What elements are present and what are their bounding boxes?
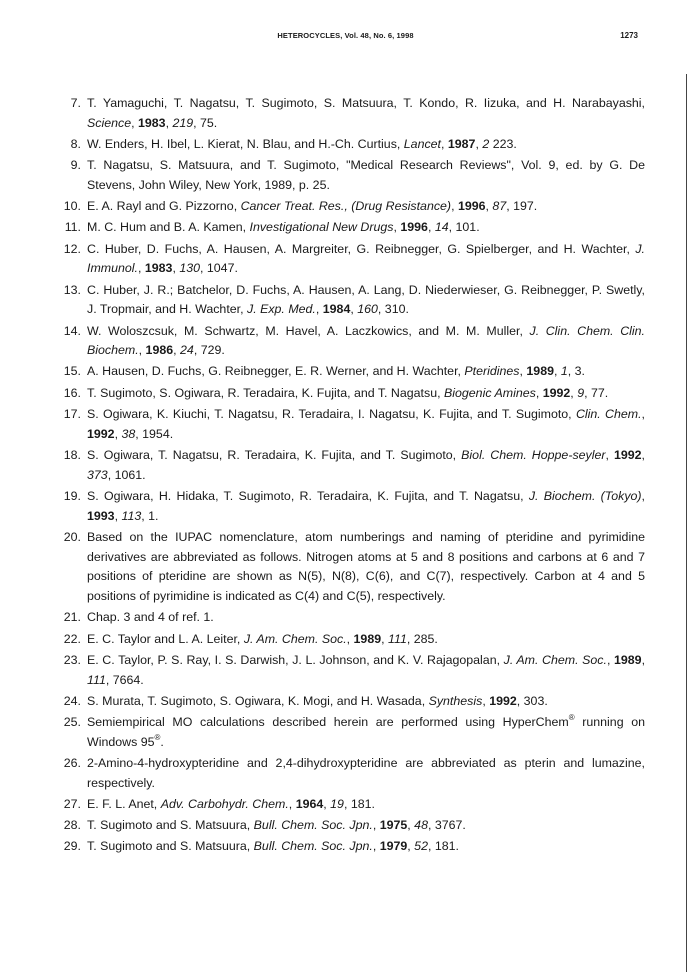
journal-name: J. Immunol. xyxy=(87,241,645,276)
year: 1983 xyxy=(144,261,173,276)
reference-text xyxy=(87,158,645,192)
text-segment: T. Yamaguchi, T. Nagatsu, T. Sugimoto, S. Matsuura, T. Kondo, R. Iizuka, and H. Narabayashi, xyxy=(87,96,645,110)
reference-number: 27. xyxy=(63,796,81,811)
text-segment: , xyxy=(570,385,578,400)
text-segment: T. Sugimoto, S. Ogiwara, R. Teradaira, K. Fujita, and T. Nagatsu, xyxy=(87,385,444,400)
year: 1996 xyxy=(400,220,428,235)
reference-number: 29. xyxy=(63,839,81,854)
reference-number: 22. xyxy=(63,631,81,646)
reference-text xyxy=(87,386,608,400)
text-segment: , xyxy=(173,343,181,358)
journal-name: Bull. Chem. Soc. Jpn. xyxy=(253,818,373,833)
page-edge-line xyxy=(686,74,687,972)
reference-number: 23. xyxy=(63,652,81,667)
reference-item xyxy=(59,281,645,321)
text-segment: , 1. xyxy=(141,508,159,523)
reference-number: 21. xyxy=(63,610,81,625)
journal-name: J. Am. Chem. Soc. xyxy=(503,652,607,667)
text-segment: Semiempirical MO calculations described herein are performed using HyperChem xyxy=(87,714,569,729)
reference-text xyxy=(87,137,517,151)
reference-list xyxy=(59,94,645,858)
journal-name: 373 xyxy=(87,467,108,482)
journal-name: Synthesis xyxy=(428,693,483,708)
reference-text xyxy=(87,818,466,832)
reference-item xyxy=(59,405,645,445)
reference-text xyxy=(87,407,645,441)
text-segment: , 75. xyxy=(193,115,218,130)
reference-text xyxy=(87,797,375,811)
year: 1975 xyxy=(379,818,408,833)
reference-number: 24. xyxy=(63,693,81,708)
text-segment: , xyxy=(407,818,415,833)
text-segment: , 1954. xyxy=(135,426,174,441)
text-segment: running on Windows 95 xyxy=(87,714,645,749)
text-segment: , xyxy=(482,693,490,708)
year: 1987 xyxy=(447,136,476,151)
text-segment: , 101. xyxy=(448,220,480,235)
reference-number: 16. xyxy=(63,385,81,400)
text-segment: E. F. L. Anet, xyxy=(87,796,161,811)
text-segment: , 7664. xyxy=(105,672,144,687)
reference-item xyxy=(59,218,645,238)
text-segment: W. Woloszcsuk, M. Schwartz, M. Havel, A. Laczkowics, and M. M. Muller, xyxy=(87,323,530,338)
reference-item xyxy=(59,362,645,382)
text-segment: , 1047. xyxy=(200,261,238,276)
text-segment: C. Huber, J. R.; Batchelor, D. Fuchs, A. Hausen, A. Lang, D. Niederwieser, G. Reibnegger, P. Swetly, J. Tropmair, and H. Wachter, xyxy=(87,282,645,317)
journal-name: 160 xyxy=(357,302,378,317)
text-segment: W. Enders, H. Ibel, L. Kierat, N. Blau, and H.-Ch. Curtius, xyxy=(87,136,404,151)
text-segment: S. Ogiwara, K. Kiuchi, T. Nagatsu, R. Teradaira, I. Nagatsu, K. Fujita, and T. Sugimoto, xyxy=(87,406,576,421)
text-segment: Based on the IUPAC nomenclature, atom numberings and naming of pteridine and pyrimidine derivatives are abbreviated as follows. Nitrogen atoms at 5 and 8 positions and carbons at 6 and 7 positions of pteridine are shown as N(5), N(8), C(6), and C(7), respectively. Carbon at 4 and 5 positions of pyrimidine is indicated as C(4) and C(5), respectively. xyxy=(87,529,645,604)
reference-text xyxy=(87,242,645,276)
text-segment: , 729. xyxy=(193,343,225,358)
text-segment: E. C. Taylor and L. A. Leiter, xyxy=(87,631,244,646)
text-segment: A. Hausen, D. Fuchs, G. Reibnegger, E. R. Werner, and H. Wachter, xyxy=(87,364,465,379)
journal-name: Cancer Treat. Res., (Drug Resistance) xyxy=(240,199,452,214)
year: 1992 xyxy=(489,693,517,708)
journal-name: 219 xyxy=(172,115,194,130)
text-segment: , xyxy=(641,488,645,503)
year: 1989 xyxy=(526,364,554,379)
text-segment: , xyxy=(172,261,180,276)
reference-number: 28. xyxy=(63,818,81,833)
journal-name: Bull. Chem. Soc. Jpn. xyxy=(253,839,373,854)
year: 1992 xyxy=(542,385,571,400)
year: 1996 xyxy=(457,199,486,214)
text-segment: T. Nagatsu, S. Matsuura, and T. Sugimoto, "Medical Research Reviews", Vol. 9, ed. by G. De Stevens, John Wiley, New York, 1989, p. 25. xyxy=(87,158,645,192)
journal-name: 130 xyxy=(179,261,201,276)
text-segment: . xyxy=(160,734,164,749)
text-segment: E. A. Rayl and G. Pizzorno, xyxy=(87,199,241,214)
journal-title: HETEROCYCLES, Vol. 48, No. 6, 1998 xyxy=(277,31,414,40)
reference-number: 20. xyxy=(63,529,81,544)
text-segment: , xyxy=(346,631,354,646)
text-segment: , xyxy=(372,839,380,854)
journal-name: 87 xyxy=(492,199,507,214)
reference-text xyxy=(87,324,645,358)
journal-name: Adv. Carbohydr. Chem. xyxy=(160,796,289,811)
journal-name: 111 xyxy=(388,631,407,646)
reference-item xyxy=(59,692,645,712)
year: 1989 xyxy=(353,631,382,646)
reference-text xyxy=(87,694,548,708)
journal-name: Investigational New Drugs xyxy=(249,220,394,235)
reference-number: 19. xyxy=(63,488,81,503)
year: 1989 xyxy=(613,652,642,667)
reference-number: 25. xyxy=(63,714,81,729)
reference-item xyxy=(59,754,645,794)
reference-number: 9. xyxy=(70,158,81,173)
year: 1984 xyxy=(322,302,351,317)
text-segment: Chap. 3 and 4 of ref. 1. xyxy=(87,610,214,625)
journal-name: Biogenic Amines xyxy=(443,385,536,400)
text-segment: , 77. xyxy=(584,385,609,400)
reference-number: 15. xyxy=(63,364,81,379)
year: 1964 xyxy=(295,796,324,811)
year: 1993 xyxy=(87,508,115,523)
text-segment: , xyxy=(606,652,614,667)
journal-name: 24 xyxy=(180,343,194,358)
reference-number: 7. xyxy=(70,96,81,110)
text-segment: , xyxy=(138,343,146,358)
text-segment: , xyxy=(440,136,448,151)
text-segment: T. Sugimoto and S. Matsuura, xyxy=(87,839,254,854)
reference-number: 12. xyxy=(63,241,81,256)
reference-number: 10. xyxy=(63,199,81,214)
reference-item xyxy=(59,816,645,836)
journal-name: Clin. Chem. xyxy=(575,406,642,421)
journal-name: Lancet xyxy=(403,136,441,151)
text-segment: , xyxy=(137,261,145,276)
journal-name: 52 xyxy=(414,839,428,854)
text-segment: , xyxy=(315,302,323,317)
reference-item xyxy=(59,795,645,815)
text-segment: , 197. xyxy=(506,199,538,214)
text-segment: , xyxy=(114,508,122,523)
text-segment: , 303. xyxy=(516,693,548,708)
reference-number: 13. xyxy=(63,282,81,297)
text-segment: , 285. xyxy=(406,631,438,646)
reference-item xyxy=(59,156,645,196)
text-segment: T. Sugimoto and S. Matsuura, xyxy=(87,818,254,833)
text-segment: E. C. Taylor, P. S. Ray, I. S. Darwish, J. L. Johnson, and K. V. Rajagopalan, xyxy=(87,652,504,667)
text-segment: , 181. xyxy=(427,839,459,854)
text-segment: S. Ogiwara, T. Nagatsu, R. Teradaira, K. Fujita, and T. Sugimoto, xyxy=(87,447,462,462)
reference-item xyxy=(59,240,645,280)
reference-item xyxy=(59,837,645,857)
reference-item xyxy=(59,630,645,650)
reference-number: 26. xyxy=(63,755,81,770)
text-segment: , xyxy=(288,796,296,811)
reference-item xyxy=(59,651,645,691)
journal-name: 111 xyxy=(87,672,106,687)
reference-text xyxy=(87,489,645,523)
text-segment: , xyxy=(165,115,173,130)
text-segment: , xyxy=(641,406,645,421)
text-segment: , 3. xyxy=(567,364,585,379)
text-segment: , xyxy=(451,199,458,214)
text-segment: , xyxy=(485,199,493,214)
reference-text xyxy=(87,96,645,130)
text-segment: , xyxy=(519,364,527,379)
text-segment: , xyxy=(407,839,415,854)
journal-name: 1 xyxy=(560,364,568,379)
text-segment: , xyxy=(372,818,380,833)
year: 1979 xyxy=(379,839,408,854)
reference-number: 8. xyxy=(70,136,81,151)
year: 1992 xyxy=(613,447,642,462)
journal-name: 9 xyxy=(577,385,585,400)
reference-item xyxy=(59,322,645,362)
text-segment: , xyxy=(114,426,122,441)
text-segment: , xyxy=(641,652,646,667)
reference-text xyxy=(87,712,645,749)
text-segment: , 181. xyxy=(343,796,375,811)
text-segment: , xyxy=(475,136,483,151)
reference-number: 11. xyxy=(64,220,81,235)
text-segment: , xyxy=(605,447,614,462)
year: 1992 xyxy=(87,426,115,441)
journal-name: 48 xyxy=(414,818,428,833)
text-segment: , xyxy=(535,385,543,400)
journal-name: Science xyxy=(87,115,132,130)
page-number: 1273 xyxy=(620,31,638,40)
registered-mark: ® xyxy=(154,732,161,742)
text-segment: , xyxy=(641,447,645,462)
reference-text xyxy=(87,448,645,482)
reference-text xyxy=(87,199,537,213)
text-segment: , 1061. xyxy=(107,467,146,482)
reference-text xyxy=(87,756,645,790)
reference-item xyxy=(59,384,645,404)
text-segment: , xyxy=(381,631,388,646)
journal-name: Biol. Chem. Hoppe-seyler xyxy=(461,447,606,462)
reference-item xyxy=(59,608,645,628)
reference-text xyxy=(87,283,645,317)
reference-text xyxy=(87,220,480,234)
text-segment: , xyxy=(350,302,358,317)
journal-name: J. Exp. Med. xyxy=(247,302,316,317)
text-segment: , xyxy=(427,220,435,235)
journal-name: Pteridines xyxy=(464,364,520,379)
reference-item xyxy=(59,487,645,527)
reference-text xyxy=(87,653,645,687)
journal-name: J. Am. Chem. Soc. xyxy=(243,631,347,646)
text-segment: S. Murata, T. Sugimoto, S. Ogiwara, K. Mogi, and H. Wasada, xyxy=(87,693,429,708)
text-segment: M. C. Hum and B. A. Kamen, xyxy=(87,220,250,235)
text-segment: S. Ogiwara, H. Hidaka, T. Sugimoto, R. Teradaira, K. Fujita, and T. Nagatsu, xyxy=(87,488,529,503)
journal-name: 38 xyxy=(121,426,136,441)
reference-number: 17. xyxy=(63,406,81,421)
reference-text xyxy=(87,364,585,378)
reference-item xyxy=(59,713,645,753)
text-segment: C. Huber, D. Fuchs, A. Hausen, A. Margreiter, G. Reibnegger, G. Spielberger, and H. Wachter, xyxy=(87,241,636,256)
reference-item xyxy=(59,528,645,607)
year: 1983 xyxy=(137,115,166,130)
reference-text xyxy=(87,610,214,624)
reference-text xyxy=(87,839,459,853)
page-header xyxy=(0,31,691,47)
journal-name: 113 xyxy=(121,508,142,523)
text-segment: , xyxy=(323,796,331,811)
reference-text xyxy=(87,530,645,603)
reference-number: 14. xyxy=(63,323,81,338)
text-segment: , xyxy=(131,115,138,130)
reference-item xyxy=(59,94,645,134)
text-segment: , xyxy=(553,364,561,379)
year: 1986 xyxy=(145,343,174,358)
reference-item xyxy=(59,135,645,155)
reference-text xyxy=(87,632,438,646)
journal-name: 14 xyxy=(434,220,449,235)
reference-item xyxy=(59,197,645,217)
text-segment: 223. xyxy=(489,136,517,151)
journal-name: 19 xyxy=(330,796,344,811)
journal-name: 2 xyxy=(482,136,490,151)
text-segment: , 310. xyxy=(377,302,409,317)
registered-mark: ® xyxy=(568,712,575,722)
text-segment: , xyxy=(393,220,401,235)
text-segment: 2-Amino-4-hydroxypteridine and 2,4-dihydroxypteridine are abbreviated as pterin and lumazine, respectively. xyxy=(87,755,645,790)
reference-item xyxy=(59,446,645,486)
journal-name: J. Biochem. (Tokyo) xyxy=(528,488,642,503)
text-segment: , 3767. xyxy=(427,818,466,833)
reference-number: 18. xyxy=(63,447,81,462)
journal-name: J. Clin. Chem. Clin. Biochem. xyxy=(87,323,645,358)
